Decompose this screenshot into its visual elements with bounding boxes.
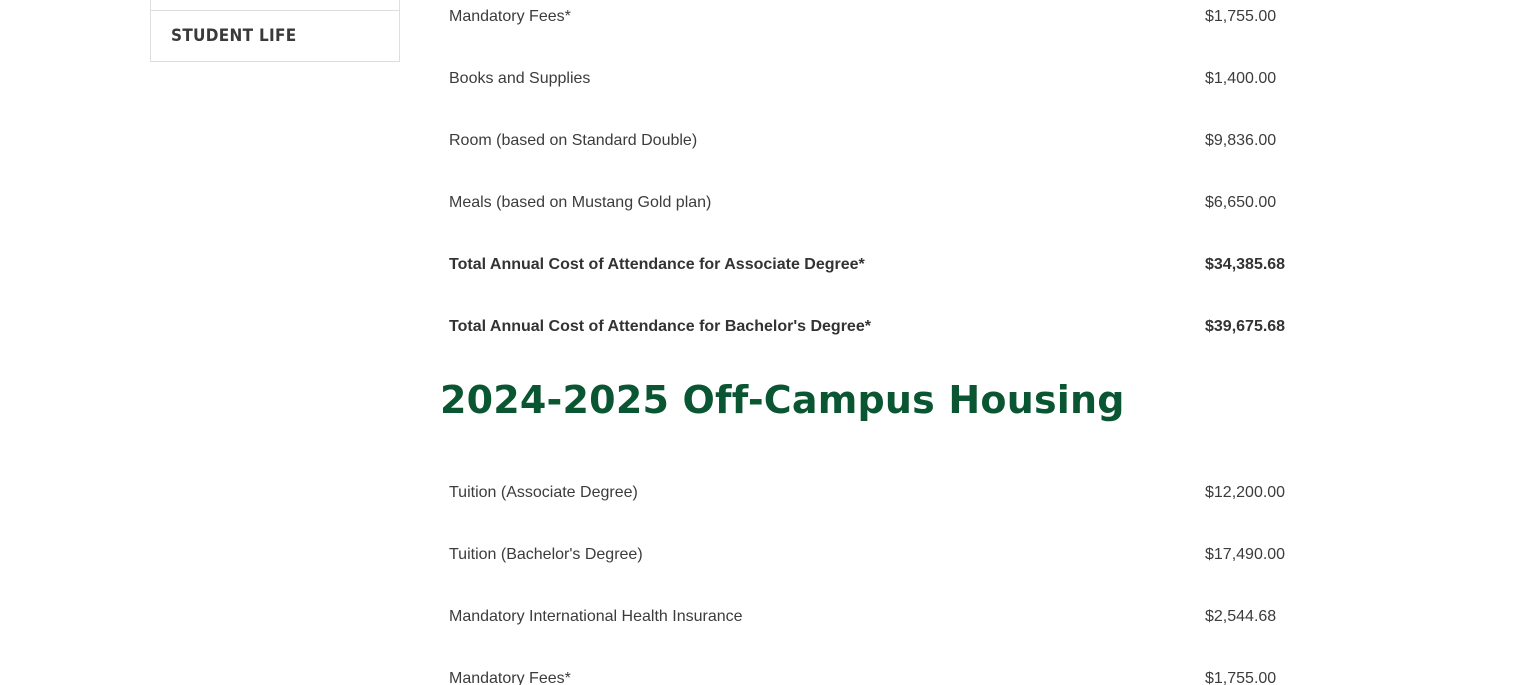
row-value: $6,650.00 xyxy=(1205,194,1277,211)
row-value: $1,400.00 xyxy=(1205,70,1277,87)
row-value: $12,200.00 xyxy=(1205,484,1286,501)
row-label: Meals (based on Mustang Gold plan) xyxy=(449,194,712,211)
row-label: Mandatory International Health Insurance xyxy=(449,608,743,625)
row-value: $2,544.68 xyxy=(1205,608,1277,625)
row-label: Tuition (Bachelor's Degree) xyxy=(449,546,643,563)
row-value: $1,755.00 xyxy=(1205,8,1277,25)
row-label: Books and Supplies xyxy=(449,70,591,87)
row-value: $39,675.68 xyxy=(1205,318,1286,335)
table-row-tuition-associate xyxy=(449,478,1319,508)
row-label: Total Annual Cost of Attendance for Bachelor's Degree* xyxy=(449,318,871,335)
sidebar-item-label: STUDENT LIFE xyxy=(171,26,297,46)
sidebar-item-student-life[interactable] xyxy=(151,11,399,61)
row-value: $1,755.00 xyxy=(1205,670,1277,685)
table-row-total-bachelor xyxy=(449,312,1319,342)
row-label: Room (based on Standard Double) xyxy=(449,132,698,149)
row-value: $17,490.00 xyxy=(1205,546,1286,563)
table-row-books-supplies xyxy=(449,64,1319,94)
section-title-off-campus: 2024-2025 Off-Campus Housing xyxy=(440,378,1125,422)
table-row-mandatory-fees xyxy=(449,2,1319,32)
row-label: Total Annual Cost of Attendance for Associate Degree* xyxy=(449,256,865,273)
sidebar-nav xyxy=(150,0,400,62)
table-row-room xyxy=(449,126,1319,156)
sidebar-item-previous[interactable] xyxy=(151,0,399,11)
row-label: Mandatory Fees* xyxy=(449,8,571,25)
table-row-tuition-bachelor xyxy=(449,540,1319,570)
row-label: Mandatory Fees* xyxy=(449,670,571,685)
row-value: $9,836.00 xyxy=(1205,132,1277,149)
table-row-total-associate xyxy=(449,250,1319,280)
table-row-meals xyxy=(449,188,1319,218)
table-row-health-insurance xyxy=(449,602,1319,632)
row-value: $34,385.68 xyxy=(1205,256,1286,273)
table-row-mandatory-fees xyxy=(449,664,1319,685)
row-label: Tuition (Associate Degree) xyxy=(449,484,638,501)
